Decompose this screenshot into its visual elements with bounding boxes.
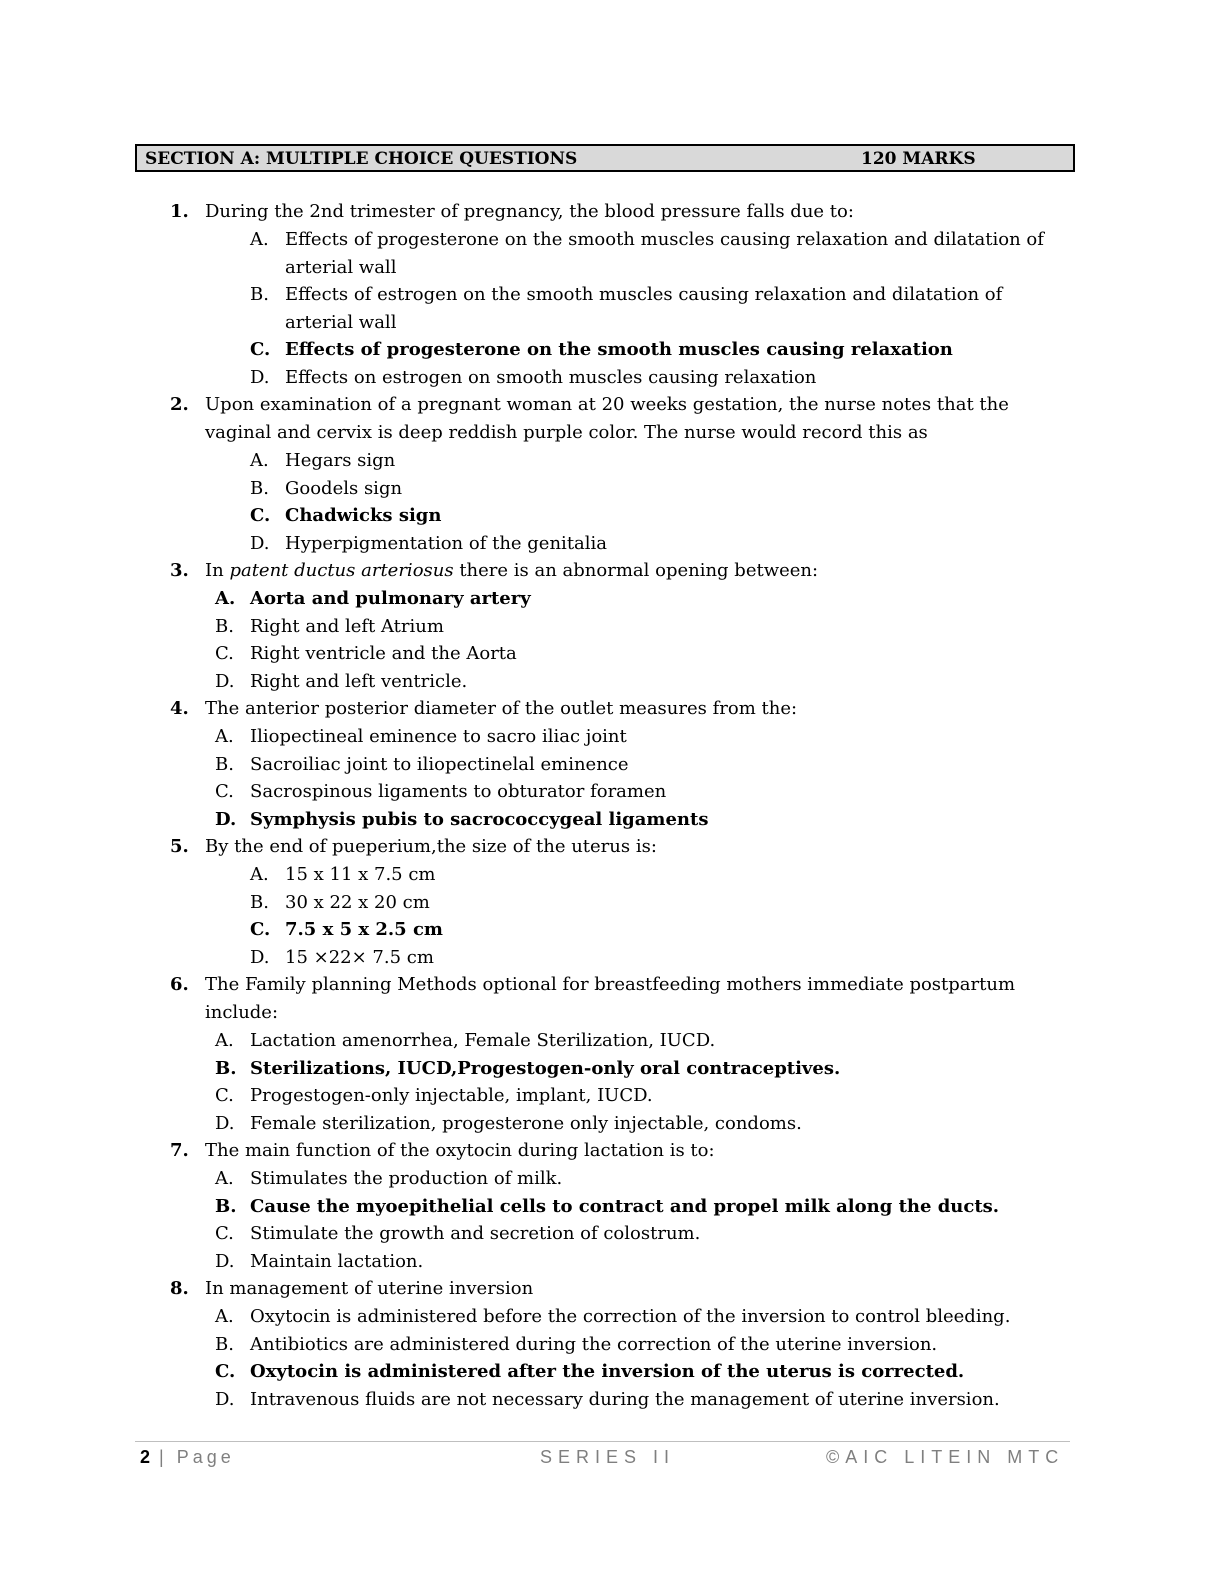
question-2 bbox=[0, 391, 1224, 557]
option-a: A. Oxytocin is administered before the correction of the inversion to control bleeding. bbox=[215, 1306, 1011, 1327]
option-c: C. Chadwicks sign bbox=[250, 505, 442, 526]
option-b: B. Cause the myoepithelial cells to contract and propel milk along the ducts. bbox=[215, 1195, 1000, 1217]
page-indicator bbox=[140, 1447, 235, 1468]
question-number: 1. bbox=[170, 201, 189, 222]
option-d: D. Right and left ventricle. bbox=[215, 670, 468, 692]
section-marks: 120 MARKS bbox=[861, 149, 976, 169]
question-5 bbox=[0, 833, 1224, 971]
option-c: C. Sacrospinous ligaments to obturator foramen bbox=[215, 781, 667, 802]
options-list bbox=[0, 1165, 1224, 1275]
question-6 bbox=[0, 971, 1224, 1137]
question-text: Upon examination of a pregnant woman at 20 weeks gestation, the nurse notes that the vaginal and cervix is deep reddish purple color. The nurse would record this as bbox=[205, 394, 1009, 443]
options-list bbox=[0, 1027, 1224, 1137]
question-list bbox=[0, 198, 1224, 1413]
question-text: The main function of the oxytocin during lactation is to: bbox=[205, 1140, 715, 1161]
question-text: The anterior posterior diameter of the outlet measures from the: bbox=[205, 698, 798, 719]
option-d: D. 15 ×22× 7.5 cm bbox=[250, 946, 434, 968]
section-header bbox=[135, 144, 1075, 172]
question-3 bbox=[0, 557, 1224, 695]
option-b: B. Goodels sign bbox=[250, 477, 403, 499]
question-text: By the end of pueperium,the size of the uterus is: bbox=[205, 836, 657, 857]
series-label: SERIES II bbox=[540, 1447, 676, 1467]
question-text: The Family planning Methods optional for breastfeeding mothers immediate postpartum include: bbox=[205, 974, 1016, 1023]
option-c: C. Oxytocin is administered after the inversion of the uterus is corrected. bbox=[215, 1361, 965, 1382]
option-d: D. Female sterilization, progesterone only injectable, condoms. bbox=[215, 1112, 802, 1134]
option-c: C. Progestogen-only injectable, implant, IUCD. bbox=[215, 1085, 653, 1106]
question-number: 5. bbox=[170, 836, 189, 857]
option-b: B. Antibiotics are administered during the correction of the uterine inversion. bbox=[215, 1333, 938, 1355]
question-text: During the 2nd trimester of pregnancy, the blood pressure falls due to: bbox=[205, 201, 854, 222]
question-number: 2. bbox=[170, 394, 189, 415]
options-list bbox=[0, 447, 1224, 557]
section-title: SECTION A: MULTIPLE CHOICE QUESTIONS bbox=[145, 149, 578, 169]
page-number: 2 bbox=[140, 1447, 151, 1467]
option-d: D. Hyperpigmentation of the genitalia bbox=[250, 532, 608, 554]
question-1 bbox=[0, 198, 1224, 391]
question-8 bbox=[0, 1275, 1224, 1413]
question-number: 7. bbox=[170, 1140, 189, 1161]
question-number: 4. bbox=[170, 698, 189, 719]
copyright-label: ©AIC LITEIN MTC bbox=[826, 1447, 1065, 1467]
question-4 bbox=[0, 695, 1224, 833]
options-list bbox=[0, 723, 1224, 833]
option-c: C. Stimulate the growth and secretion of colostrum. bbox=[215, 1223, 701, 1244]
question-7 bbox=[0, 1137, 1224, 1275]
question-number: 8. bbox=[170, 1278, 189, 1299]
options-list bbox=[0, 1303, 1224, 1413]
question-text: In management of uterine inversion bbox=[205, 1278, 534, 1299]
options-list bbox=[0, 226, 1224, 391]
option-a: A. Lactation amenorrhea, Female Sterilization, IUCD. bbox=[215, 1030, 716, 1051]
question-text: In patent ductus arteriosus there is an abnormal opening between: bbox=[205, 560, 819, 581]
options-list bbox=[0, 861, 1224, 971]
option-c: C. 7.5 x 5 x 2.5 cm bbox=[250, 919, 443, 940]
option-b: B. Right and left Atrium bbox=[215, 615, 444, 637]
options-list bbox=[0, 585, 1224, 695]
option-a: A. Aorta and pulmonary artery bbox=[215, 588, 531, 609]
question-number: 3. bbox=[170, 560, 189, 581]
option-d: D. Effects on estrogen on smooth muscles causing relaxation bbox=[250, 366, 817, 388]
option-b: B. 30 x 22 x 20 cm bbox=[250, 891, 430, 913]
option-a: A. 15 x 11 x 7.5 cm bbox=[250, 864, 436, 885]
option-b: B. Sacroiliac joint to iliopectinelal eminence bbox=[215, 753, 629, 775]
option-d: D. Intravenous fluids are not necessary during the management of uterine inversion. bbox=[215, 1388, 1000, 1410]
option-c: C. Right ventricle and the Aorta bbox=[215, 643, 517, 664]
option-c: C. Effects of progesterone on the smooth muscles causing relaxation bbox=[250, 339, 953, 360]
option-d: D. Maintain lactation. bbox=[215, 1250, 424, 1272]
option-a: A. Effects of progesterone on the smooth muscles causing relaxation and dilatation of arterial wall bbox=[250, 229, 1044, 278]
option-a: A. Hegars sign bbox=[250, 450, 396, 471]
option-b: B. Effects of estrogen on the smooth muscles causing relaxation and dilatation of arterial wall bbox=[250, 284, 1003, 333]
footer-divider bbox=[135, 1441, 1070, 1442]
page-label: | Page bbox=[150, 1447, 235, 1467]
question-number: 6. bbox=[170, 974, 189, 995]
option-a: A. Iliopectineal eminence to sacro iliac joint bbox=[215, 726, 627, 747]
italic-term: patent ductus arteriosus bbox=[229, 560, 454, 581]
option-d: D. Symphysis pubis to sacrococcygeal ligaments bbox=[215, 808, 709, 830]
option-b: B. Sterilizations, IUCD,Progestogen-only oral contraceptives. bbox=[215, 1057, 841, 1079]
option-a: A. Stimulates the production of milk. bbox=[215, 1168, 563, 1189]
